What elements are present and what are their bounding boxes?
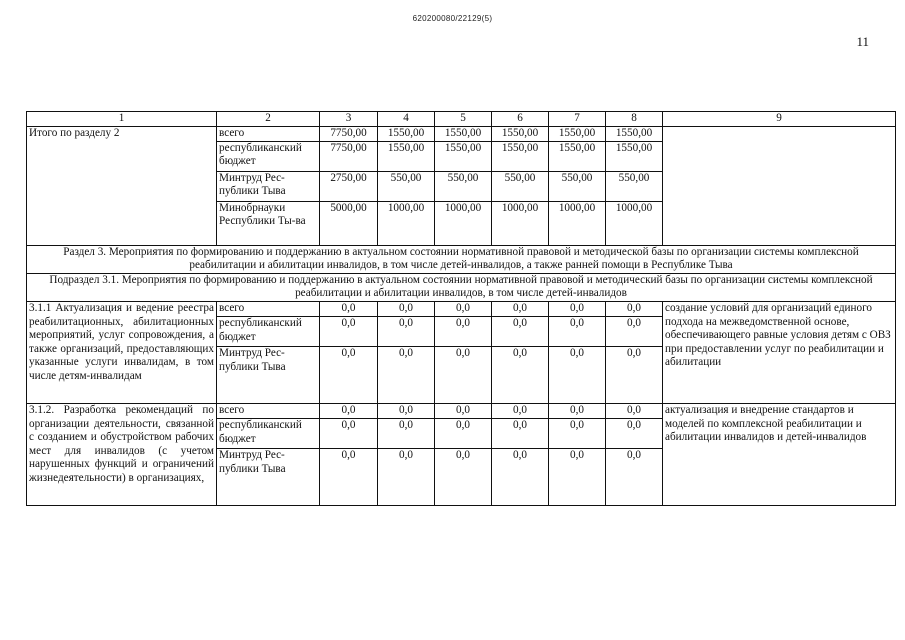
value-cell: 0,0: [320, 316, 378, 346]
value-cell: 0,0: [435, 346, 492, 403]
result-cell: [663, 126, 896, 245]
value-cell: 1550,00: [378, 126, 435, 141]
value-cell: 0,0: [320, 448, 378, 505]
page-number: 11: [856, 34, 869, 49]
value-cell: 0,0: [492, 418, 549, 448]
value-cell: 0,0: [606, 346, 663, 403]
header-cell: 8: [606, 112, 663, 127]
value-cell: 1550,00: [549, 126, 606, 141]
header-cell: 6: [492, 112, 549, 127]
value-cell: 0,0: [435, 418, 492, 448]
header-cell: 2: [217, 112, 320, 127]
value-cell: 0,0: [606, 301, 663, 316]
funding-source: республиканский бюджет: [217, 316, 320, 346]
value-cell: 0,0: [320, 346, 378, 403]
value-cell: 0,0: [606, 448, 663, 505]
value-cell: 1550,00: [606, 126, 663, 141]
value-cell: 0,0: [492, 301, 549, 316]
value-cell: 550,00: [606, 171, 663, 201]
header-cell: 4: [378, 112, 435, 127]
value-cell: 7750,00: [320, 141, 378, 171]
value-cell: 550,00: [549, 171, 606, 201]
value-cell: 1550,00: [492, 141, 549, 171]
value-cell: 550,00: [435, 171, 492, 201]
value-cell: 1000,00: [378, 201, 435, 245]
value-cell: 0,0: [606, 418, 663, 448]
value-cell: 0,0: [435, 448, 492, 505]
value-cell: 0,0: [492, 346, 549, 403]
value-cell: 1000,00: [435, 201, 492, 245]
program-table: [26, 111, 896, 506]
value-cell: 2750,00: [320, 171, 378, 201]
activity-name: 3.1.2. Разработка рекомендаций по организации деятельности, связанной с созданием и обустройством рабочих мест для инвалидов (с учетом нарушенных функций и ограничений жизнедеятельности) в организациях,: [27, 403, 217, 505]
value-cell: 0,0: [549, 346, 606, 403]
header-row: [27, 112, 896, 127]
value-cell: 0,0: [606, 403, 663, 418]
funding-source: всего: [217, 301, 320, 316]
value-cell: 0,0: [378, 301, 435, 316]
value-cell: 0,0: [378, 403, 435, 418]
funding-source: Минтруд Рес-публики Тыва: [217, 171, 320, 201]
funding-source: Минобрнауки Республики Ты-ва: [217, 201, 320, 245]
funding-source: республиканский бюджет: [217, 141, 320, 171]
section-title: Раздел 3. Мероприятия по формированию и поддержанию в актуальном состоянии нормативной правовой и методической базы по организации системы комплексной реабилитации и абилитации инвалидов, в том числе детей-инвалидов, а также ранней помощи в Республике Тыва: [27, 245, 896, 273]
value-cell: 7750,00: [320, 126, 378, 141]
section-row: [27, 245, 896, 273]
activity-name: 3.1.1 Актуализация и ведение реестра реабилитационных, абилитационных мероприятий, услуг сопровождения, а также организаций, предоставляющих указанные услуги инвалидам, в том числе детям-инвалидам: [27, 301, 217, 403]
value-cell: 1550,00: [492, 126, 549, 141]
value-cell: 1550,00: [435, 141, 492, 171]
value-cell: 0,0: [606, 316, 663, 346]
table-row: [27, 301, 896, 316]
total-label: Итого по разделу 2: [27, 126, 217, 245]
value-cell: 0,0: [320, 301, 378, 316]
funding-source: республиканский бюджет: [217, 418, 320, 448]
value-cell: 1550,00: [378, 141, 435, 171]
value-cell: 1000,00: [492, 201, 549, 245]
value-cell: 0,0: [435, 316, 492, 346]
header-cell: 3: [320, 112, 378, 127]
value-cell: 0,0: [378, 346, 435, 403]
header-cell: 1: [27, 112, 217, 127]
value-cell: 1550,00: [549, 141, 606, 171]
header-cell: 7: [549, 112, 606, 127]
subsection-title: Подраздел 3.1. Мероприятия по формированию и поддержанию в актуальном состоянии нормативной правовой и методический базы по организации системы комплексной реабилитации и абилитации инвалидов, в том числе детей-инвалидов: [27, 273, 896, 301]
value-cell: 1550,00: [606, 141, 663, 171]
value-cell: 0,0: [378, 418, 435, 448]
value-cell: 550,00: [492, 171, 549, 201]
funding-source: всего: [217, 403, 320, 418]
document-id: 620200080/22129(5): [412, 14, 493, 23]
result-cell: создание условий для организаций единого подхода на межведомственной основе, обеспечивающего равные условия детям с ОВЗ при предоставлении услуг по реабилитации и абилитации: [663, 301, 896, 403]
value-cell: 1000,00: [606, 201, 663, 245]
value-cell: 0,0: [435, 403, 492, 418]
funding-source: Минтруд Рес-публики Тыва: [217, 346, 320, 403]
value-cell: 0,0: [435, 301, 492, 316]
header-cell: 9: [663, 112, 896, 127]
table-row: [27, 403, 896, 418]
table-row: [27, 126, 896, 141]
value-cell: 0,0: [549, 448, 606, 505]
funding-source: всего: [217, 126, 320, 141]
value-cell: 0,0: [492, 316, 549, 346]
value-cell: 0,0: [378, 448, 435, 505]
result-cell: актуализация и внедрение стандартов и моделей по комплексной реабилитации и абилитации инвалидов и детей-инвалидов: [663, 403, 896, 505]
subsection-row: [27, 273, 896, 301]
value-cell: 0,0: [492, 448, 549, 505]
funding-source: Минтруд Рес-публики Тыва: [217, 448, 320, 505]
value-cell: 0,0: [549, 316, 606, 346]
value-cell: 0,0: [549, 403, 606, 418]
value-cell: 550,00: [378, 171, 435, 201]
value-cell: 0,0: [320, 418, 378, 448]
value-cell: 0,0: [549, 418, 606, 448]
value-cell: 0,0: [549, 301, 606, 316]
value-cell: 1000,00: [549, 201, 606, 245]
value-cell: 5000,00: [320, 201, 378, 245]
value-cell: 0,0: [378, 316, 435, 346]
value-cell: 1550,00: [435, 126, 492, 141]
header-cell: 5: [435, 112, 492, 127]
value-cell: 0,0: [320, 403, 378, 418]
value-cell: 0,0: [492, 403, 549, 418]
